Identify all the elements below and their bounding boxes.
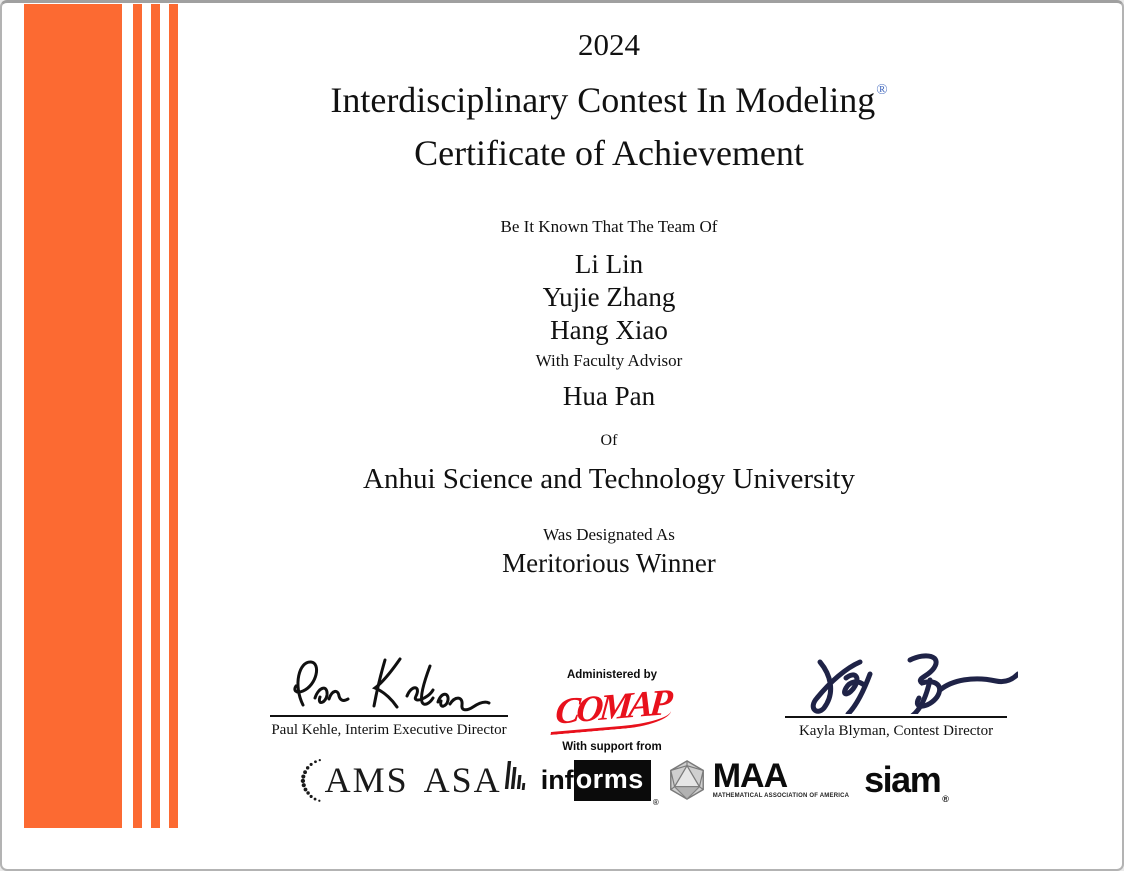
ams-logo bbox=[299, 754, 409, 806]
with-support-from-label: With support from bbox=[562, 741, 662, 753]
of-label: Of bbox=[600, 432, 618, 449]
maa-text-column bbox=[712, 756, 850, 800]
comap-logo bbox=[542, 681, 682, 737]
signature-caption-right: Kayla Blyman, Contest Director bbox=[798, 723, 994, 739]
team-member-name: Hang Xiao bbox=[550, 315, 668, 345]
asa-bars-icon bbox=[504, 759, 526, 793]
ams-dots-arc-icon bbox=[299, 754, 325, 806]
accent-bar-primary bbox=[24, 4, 122, 828]
advisor-name: Hua Pan bbox=[562, 381, 656, 411]
sponsor-logos-row bbox=[118, 751, 1124, 809]
contest-title-text: Interdisciplinary Contest In Modeling bbox=[330, 80, 876, 120]
siam-logo-text: siam bbox=[864, 759, 941, 800]
signature-line-right bbox=[785, 716, 1007, 718]
team-member-name: Yujie Zhang bbox=[542, 282, 676, 312]
informs-logo bbox=[540, 760, 659, 807]
siam-registered-icon: ® bbox=[942, 794, 948, 804]
informs-logo-boxed-text: orms bbox=[574, 760, 651, 801]
maa-logo-caption: MATHEMATICAL ASSOCIATION OF AMERICA bbox=[712, 793, 850, 800]
informs-logo-prefix: inf bbox=[540, 764, 574, 795]
accent-stripe-1 bbox=[133, 4, 142, 828]
maa-logo bbox=[666, 756, 850, 801]
designation-label: Was Designated As bbox=[543, 525, 675, 544]
accent-stripe-2 bbox=[151, 4, 160, 828]
ams-logo-text: AMS bbox=[324, 760, 409, 800]
advisor-label: With Faculty Advisor bbox=[535, 351, 683, 370]
maa-logo-text: MAA bbox=[712, 756, 788, 795]
signature-caption-left: Paul Kehle, Interim Executive Director bbox=[271, 722, 507, 738]
certificate-subtitle: Certificate of Achievement bbox=[414, 133, 804, 173]
asa-logo-text: ASA bbox=[423, 760, 502, 800]
team-member-name: Li Lin bbox=[574, 249, 644, 279]
institution-name: Anhui Science and Technology University bbox=[363, 463, 855, 495]
informs-registered-icon: ® bbox=[652, 797, 659, 807]
signature-paul-kehle bbox=[287, 653, 505, 713]
team-intro-label: Be It Known That The Team Of bbox=[500, 217, 718, 236]
contest-year: 2024 bbox=[578, 27, 640, 62]
siam-logo bbox=[864, 759, 948, 804]
accent-stripe-3 bbox=[169, 4, 178, 828]
signature-kayla-blyman bbox=[790, 648, 1018, 714]
asa-logo bbox=[424, 762, 526, 798]
administered-by-label: Administered by bbox=[566, 669, 658, 681]
registered-trademark-icon: ® bbox=[876, 82, 888, 98]
award-title: Meritorious Winner bbox=[502, 548, 716, 578]
maa-icosahedron-icon bbox=[666, 759, 708, 801]
contest-title bbox=[182, 79, 1036, 121]
signature-line-left bbox=[270, 715, 508, 717]
comap-logo-text: COMAP bbox=[551, 683, 674, 734]
